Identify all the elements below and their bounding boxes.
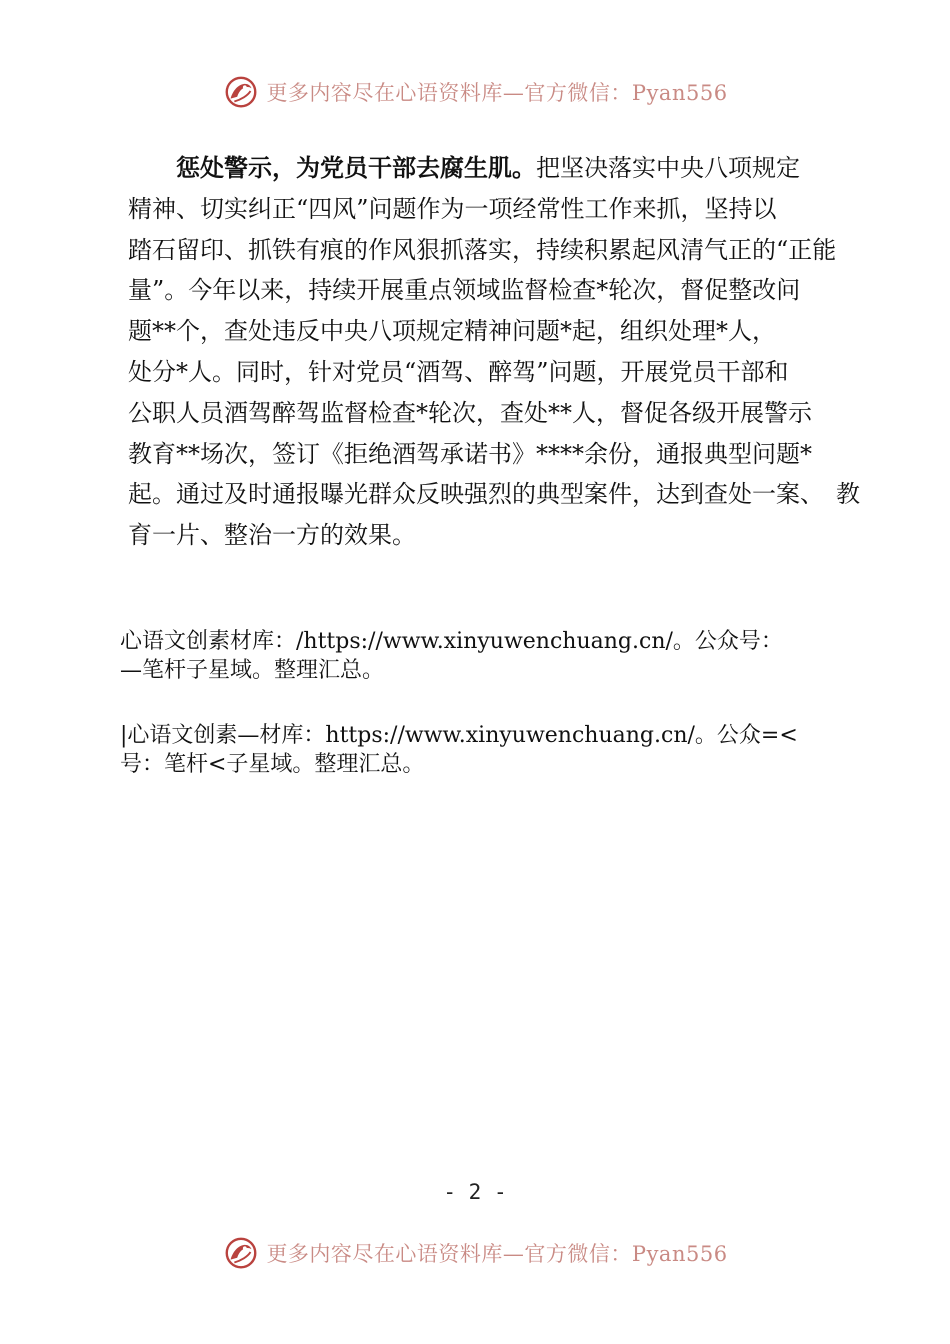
banner-text: 更多内容尽在心语资料库—官方微信：Pyan556 — [266, 81, 728, 105]
paragraph-line: 起。通过及时通报曝光群众反映强烈的典型案件，达到查处一案、 教 — [128, 480, 860, 509]
paragraph-line: 处分*人。同时，针对党员“酒驾、醉驾”问题，开展党员干部和 — [128, 357, 789, 386]
paragraph-line: 量”。今年以来，持续开展重点领域监督检查*轮次，督促整改问 — [128, 276, 801, 305]
source-note-line: |心语文创素—材库：https://www.xinyuwenchuang.cn/。公众=< — [120, 723, 798, 748]
paragraph-line: 公职人员酒驾醉驾监督检查*轮次，查处**人，督促各级开展警示 — [128, 398, 812, 427]
paragraph-line: 教育**场次，签订《拒绝酒驾承诺书》****余份，通报典型问题* — [128, 439, 812, 468]
page-number: - 2 - — [443, 1180, 507, 1204]
header-banner — [0, 72, 950, 112]
paragraph-line-text: 把坚决落实中央八项规定 — [536, 154, 800, 182]
source-note — [120, 721, 850, 779]
source-note — [120, 627, 850, 685]
red-swirl-logo-icon — [222, 1234, 260, 1272]
red-swirl-logo-icon — [222, 73, 260, 111]
paragraph-lead-heading: 惩处警示，为党员干部去腐生肌。 — [176, 154, 536, 182]
article-paragraph — [128, 148, 860, 556]
banner-text: 更多内容尽在心语资料库—官方微信：Pyan556 — [266, 1242, 728, 1266]
paragraph-line: 踏石留印、抓铁有痕的作风狠抓落实，持续积累起风清气正的“正能 — [128, 235, 837, 264]
footer-banner — [0, 1233, 950, 1273]
paragraph-line — [128, 148, 843, 189]
paragraph-line: 精神、切实纠正“四风”问题作为一项经常性工作来抓，坚持以 — [128, 194, 777, 223]
source-note-line: 号：笔杆<子星域。整理汇总。 — [120, 752, 425, 777]
paragraph-line: 育一片、整治一方的效果。 — [128, 521, 416, 550]
source-note-line: 心语文创素材库：/https://www.xinyuwenchuang.cn/。公众号： — [120, 629, 783, 654]
paragraph-line: 题**个，查处违反中央八项规定精神问题*起，组织处理*人， — [128, 317, 776, 346]
source-note-line: —笔杆子星域。整理汇总。 — [120, 658, 385, 683]
